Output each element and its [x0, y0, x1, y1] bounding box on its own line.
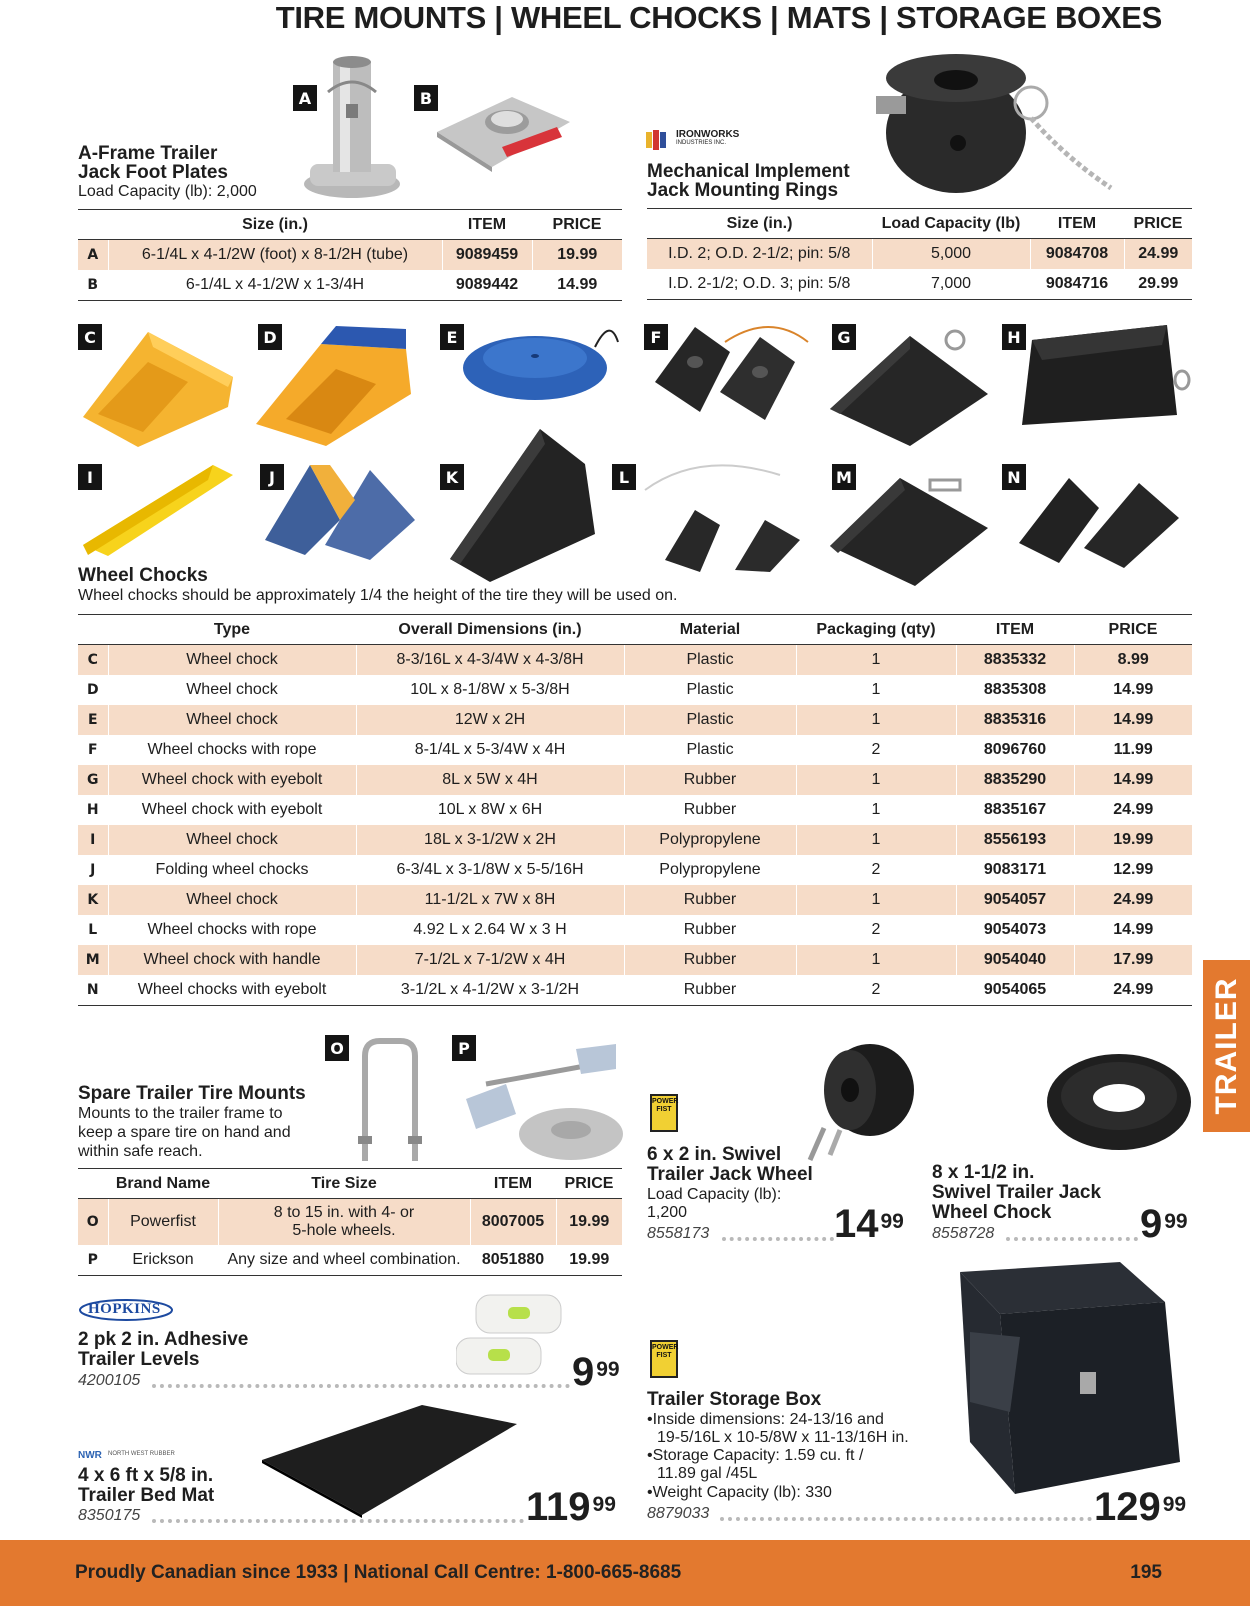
row-item: 9083171 — [956, 855, 1074, 885]
bullet-text: Storage Capacity: 1.59 cu. ft / — [652, 1447, 864, 1464]
price-dollars: 9 — [572, 1350, 595, 1394]
storage-bullet-1-cont: 19-5/16L x 10-5/8W x 11-13/16H in. — [657, 1429, 909, 1446]
row-item: 8007005 — [470, 1199, 556, 1246]
footer-text: Proudly Canadian since 1933 | National Call Centre: 1-800-665-8685 — [75, 1562, 682, 1583]
jack-foot-load-capacity: Load Capacity (lb): 2,000 — [78, 183, 257, 200]
row-material: Plastic — [624, 735, 796, 765]
mat-title-1: 4 x 6 ft x 5/8 in. — [78, 1465, 214, 1486]
header-price: PRICE — [532, 210, 622, 240]
spare-mount-p-image — [466, 1044, 624, 1164]
bullet-text: Inside dimensions: 24-13/16 and — [652, 1411, 884, 1428]
nwr-brand: NWR — [78, 1450, 102, 1461]
wheel-chock-f-image — [650, 322, 810, 422]
image-letter-i: I — [78, 464, 102, 490]
spare-mounts-table — [78, 1168, 622, 1276]
row-price: 14.99 — [1074, 675, 1192, 705]
price-cents: 99 — [592, 1493, 616, 1516]
header-size: Size (in.) — [108, 210, 442, 240]
jack-foot-title-1: A-Frame Trailer — [78, 143, 218, 164]
price-dollars: 9 — [1140, 1202, 1163, 1246]
header-letter — [78, 210, 108, 240]
row-dims: 3-1/2L x 4-1/2W x 3-1/2H — [356, 975, 624, 1006]
row-item: 9089459 — [442, 240, 532, 271]
page-footer — [0, 1540, 1250, 1606]
row-qty: 1 — [796, 765, 956, 795]
storage-sku: 8879033 — [647, 1505, 710, 1522]
row-item: 8835332 — [956, 645, 1074, 676]
spare-mount-o-image — [350, 1036, 430, 1166]
row-letter: L — [88, 922, 98, 938]
row-type: Wheel chock — [108, 675, 356, 705]
row-item: 8835167 — [956, 795, 1074, 825]
row-price: 24.99 — [1074, 975, 1192, 1006]
image-letter-e: E — [440, 324, 464, 350]
rings-title-1: Mechanical Implement — [647, 161, 850, 182]
row-dims: 10L x 8-1/8W x 5-3/8H — [356, 675, 624, 705]
table-row — [78, 885, 1192, 915]
row-qty: 2 — [796, 855, 956, 885]
row-dims: 8L x 5W x 4H — [356, 765, 624, 795]
row-dims: 4.92 L x 2.64 W x 3 H — [356, 915, 624, 945]
row-dims: 6-3/4L x 3-1/8W x 5-5/16H — [356, 855, 624, 885]
row-letter: H — [86, 802, 99, 818]
row-item: 8835308 — [956, 675, 1074, 705]
header-size: Size (in.) — [647, 209, 872, 239]
spare-desc-2: keep a spare tire on hand and — [78, 1124, 291, 1141]
row-price: 19.99 — [556, 1199, 622, 1246]
table-row — [78, 645, 1192, 676]
row-item: 8556193 — [956, 825, 1074, 855]
storage-title: Trailer Storage Box — [647, 1389, 822, 1410]
row-letter: M — [78, 945, 108, 975]
row-qty: 2 — [796, 735, 956, 765]
wheel-chock-c-image — [78, 322, 238, 452]
row-qty: 1 — [796, 645, 956, 676]
row-letter: F — [87, 742, 98, 758]
mat-title-2: Trailer Bed Mat — [78, 1485, 215, 1506]
row-qty: 1 — [796, 945, 956, 975]
table-row — [78, 915, 1192, 945]
jack-mounting-ring-image — [876, 48, 1138, 200]
row-size: 6-1/4L x 4-1/2W x 1-3/4H — [108, 270, 442, 301]
row-qty: 1 — [796, 825, 956, 855]
table-row — [78, 705, 1192, 735]
row-item: 8096760 — [956, 735, 1074, 765]
row-letter: J — [90, 862, 96, 878]
row-load: 5,000 — [872, 239, 1030, 270]
row-price: 19.99 — [1074, 825, 1192, 855]
row-type: Wheel chock — [108, 825, 356, 855]
row-material: Polypropylene — [624, 825, 796, 855]
dotted-leader — [152, 1384, 570, 1388]
hopkins-logo — [78, 1298, 178, 1322]
row-dims: 8-3/16L x 4-3/4W x 4-3/8H — [356, 645, 624, 676]
row-qty: 2 — [796, 975, 956, 1006]
hopkins-brand: HOPKINS — [88, 1301, 161, 1317]
levels-price — [572, 1352, 620, 1392]
trailer-levels-image — [456, 1290, 566, 1380]
row-type: Wheel chocks with rope — [108, 915, 356, 945]
row-dims: 7-1/2L x 7-1/2W x 4H — [356, 945, 624, 975]
price-cents: 99 — [596, 1358, 620, 1381]
price-cents: 99 — [1162, 1493, 1187, 1516]
header-letter — [78, 1169, 108, 1199]
row-price: 14.99 — [1074, 915, 1192, 945]
table-row — [647, 269, 1192, 300]
image-letter-k: K — [440, 464, 464, 490]
powerfist-logo — [650, 1340, 678, 1378]
header-item: ITEM — [1030, 209, 1124, 239]
jack-foot-plate-b-image — [432, 92, 572, 172]
powerfist-logo-text: POWER FIST — [652, 1344, 679, 1359]
row-dims: 12W x 2H — [356, 705, 624, 735]
row-qty: 1 — [796, 885, 956, 915]
row-item: 8835316 — [956, 705, 1074, 735]
header-letter — [78, 615, 108, 645]
jack-wheel-price — [834, 1204, 904, 1244]
nwr-brand-sub: NORTH WEST RUBBER — [108, 1451, 175, 1457]
row-price: 19.99 — [532, 240, 622, 271]
page-number: 195 — [1130, 1562, 1162, 1583]
jack-chock-sku: 8558728 — [932, 1225, 995, 1242]
image-letter-n: N — [1002, 464, 1026, 490]
row-type: Wheel chock — [108, 885, 356, 915]
row-price: 12.99 — [1074, 855, 1192, 885]
header-tire-size: Tire Size — [218, 1169, 470, 1199]
row-material: Plastic — [624, 705, 796, 735]
table-row — [78, 855, 1192, 885]
jack-wheel-title-1: 6 x 2 in. Swivel — [647, 1144, 782, 1165]
wheel-chock-j-image — [260, 460, 420, 560]
header-type: Type — [108, 615, 356, 645]
jack-wheel-load-2: 1,200 — [647, 1204, 688, 1221]
side-tab-label: TRAILER — [1209, 977, 1243, 1115]
header-material: Material — [624, 615, 796, 645]
header-brand: Brand Name — [108, 1169, 218, 1199]
row-material: Rubber — [624, 945, 796, 975]
row-letter: E — [78, 705, 108, 735]
row-material: Rubber — [624, 975, 796, 1006]
row-load: 7,000 — [872, 269, 1030, 300]
trailer-side-tab — [1203, 960, 1250, 1132]
header-load: Load Capacity (lb) — [872, 209, 1030, 239]
row-price: 8.99 — [1074, 645, 1192, 676]
header-price: PRICE — [1124, 209, 1192, 239]
row-item: 9054057 — [956, 885, 1074, 915]
table-row — [78, 975, 1192, 1006]
page-title: TIRE MOUNTS | WHEEL CHOCKS | MATS | STORAGE BOXES — [275, 0, 1162, 35]
row-dims: 18L x 3-1/2W x 2H — [356, 825, 624, 855]
rings-table — [647, 208, 1192, 300]
wheel-chock-l-image — [640, 460, 810, 574]
row-price: 24.99 — [1074, 795, 1192, 825]
row-letter: N — [78, 975, 108, 1006]
row-tire-size — [218, 1199, 470, 1246]
price-dollars: 119 — [526, 1485, 591, 1529]
row-dims: 8-1/4L x 5-3/4W x 4H — [356, 735, 624, 765]
row-qty: 2 — [796, 915, 956, 945]
table-row — [78, 735, 1192, 765]
trailer-bed-mat-image — [262, 1400, 518, 1518]
nwr-logo — [78, 1450, 198, 1462]
jack-wheel-load-1: Load Capacity (lb): — [647, 1186, 782, 1203]
jack-wheel-chock-image — [1044, 1046, 1194, 1154]
row-qty: 1 — [796, 705, 956, 735]
table-row — [78, 825, 1192, 855]
row-type: Wheel chock with eyebolt — [108, 765, 356, 795]
row-type: Wheel chock with handle — [108, 945, 356, 975]
wheel-chock-n-image — [1014, 468, 1194, 568]
spare-desc-1: Mounts to the trailer frame to — [78, 1105, 283, 1122]
row-price: 29.99 — [1124, 269, 1192, 300]
row-material: Rubber — [624, 885, 796, 915]
row-price: 14.99 — [1074, 765, 1192, 795]
storage-bullet-2: •Storage Capacity: 1.59 cu. ft / — [647, 1447, 864, 1464]
table-row — [78, 945, 1192, 975]
wheel-chock-h-image — [1012, 320, 1192, 430]
row-letter: P — [78, 1245, 108, 1276]
row-item: 9084716 — [1030, 269, 1124, 300]
row-size: I.D. 2-1/2; O.D. 3; pin: 5/8 — [647, 269, 872, 300]
wheel-chocks-table — [78, 614, 1192, 1006]
image-letter-o: O — [325, 1035, 349, 1061]
jack-chock-title-2: Swivel Trailer Jack — [932, 1182, 1102, 1203]
image-letter-d: D — [258, 324, 282, 350]
jack-foot-plate-a-image — [300, 52, 406, 202]
row-item: 8835290 — [956, 765, 1074, 795]
jack-wheel-title-2: Trailer Jack Wheel — [647, 1164, 813, 1185]
powerfist-logo — [650, 1094, 678, 1132]
wheel-chocks-title: Wheel Chocks — [78, 565, 208, 586]
table-row — [78, 795, 1192, 825]
wheel-chock-i-image — [78, 460, 238, 556]
row-tire-size: Any size and wheel combination. — [218, 1245, 470, 1276]
row-material: Rubber — [624, 795, 796, 825]
image-letter-p: P — [452, 1035, 476, 1061]
row-item: 9054040 — [956, 945, 1074, 975]
row-item: 8051880 — [470, 1245, 556, 1276]
storage-bullet-2-cont: 11.89 gal /45L — [657, 1465, 758, 1482]
levels-title-2: Trailer Levels — [78, 1349, 200, 1370]
storage-bullet-1: •Inside dimensions: 24-13/16 and — [647, 1411, 884, 1428]
jack-wheel-sku: 8558173 — [647, 1225, 710, 1242]
image-letter-f: F — [644, 324, 668, 350]
row-price: 14.99 — [1074, 705, 1192, 735]
row-dims: 11-1/2L x 7W x 8H — [356, 885, 624, 915]
wheel-chock-k-image — [450, 424, 600, 584]
row-brand: Powerfist — [108, 1199, 218, 1246]
row-letter: A — [78, 240, 108, 271]
row-type: Folding wheel chocks — [108, 855, 356, 885]
levels-sku: 4200105 — [78, 1372, 141, 1389]
price-cents: 99 — [1164, 1210, 1188, 1233]
image-letter-b: B — [414, 85, 438, 111]
row-price: 24.99 — [1074, 885, 1192, 915]
row-letter: O — [78, 1199, 108, 1246]
row-qty: 1 — [796, 675, 956, 705]
rings-title-2: Jack Mounting Rings — [647, 180, 839, 201]
row-tire-size-line-2: 5-hole wheels. — [292, 1222, 396, 1239]
dotted-leader — [152, 1519, 524, 1523]
row-item: 9054065 — [956, 975, 1074, 1006]
table-row — [78, 240, 622, 271]
row-brand: Erickson — [108, 1245, 218, 1276]
ironworks-logo — [646, 129, 756, 151]
jack-foot-title-2: Jack Foot Plates — [78, 162, 228, 183]
dotted-leader — [720, 1517, 1092, 1521]
row-letter: D — [86, 682, 99, 698]
mat-sku: 8350175 — [78, 1507, 141, 1524]
dotted-leader — [1006, 1237, 1138, 1241]
row-item: 9089442 — [442, 270, 532, 301]
table-row — [78, 675, 1192, 705]
ironworks-brand: IRONWORKS — [676, 129, 740, 140]
spare-title: Spare Trailer Tire Mounts — [78, 1083, 306, 1104]
header-price: PRICE — [1074, 615, 1192, 645]
row-qty: 1 — [796, 795, 956, 825]
table-row — [78, 1199, 622, 1246]
wheel-chocks-subtitle: Wheel chocks should be approximately 1/4 the height of the tire they will be used on. — [78, 587, 678, 604]
row-dims: 10L x 8W x 6H — [356, 795, 624, 825]
price-dollars: 129 — [1094, 1485, 1161, 1529]
header-item: ITEM — [956, 615, 1074, 645]
header-dimensions: Overall Dimensions (in.) — [356, 615, 624, 645]
table-row — [647, 239, 1192, 270]
row-item: 9084708 — [1030, 239, 1124, 270]
row-letter: G — [78, 765, 108, 795]
header-item: ITEM — [442, 210, 532, 240]
mat-price — [526, 1487, 616, 1527]
image-letter-g: G — [832, 324, 856, 350]
image-letter-a: A — [293, 85, 317, 111]
header-price: PRICE — [556, 1169, 622, 1199]
row-price: 11.99 — [1074, 735, 1192, 765]
storage-price — [1094, 1487, 1186, 1527]
storage-bullet-3: •Weight Capacity (lb): 330 — [647, 1484, 832, 1501]
image-letter-m: M — [832, 464, 856, 490]
image-letter-h: H — [1002, 324, 1026, 350]
row-type: Wheel chock with eyebolt — [108, 795, 356, 825]
table-row — [78, 270, 622, 301]
jack-chock-price — [1140, 1204, 1188, 1244]
row-type: Wheel chock — [108, 705, 356, 735]
powerfist-logo-text: POWER FIST — [652, 1098, 679, 1113]
row-tire-size-line-1: 8 to 15 in. with 4- or — [273, 1204, 415, 1221]
price-cents: 99 — [880, 1210, 904, 1233]
wheel-chock-e-image — [460, 322, 620, 408]
row-size: 6-1/4L x 4-1/2W (foot) x 8-1/2H (tube) — [108, 240, 442, 271]
row-letter: I — [78, 825, 108, 855]
storage-box-image — [950, 1262, 1190, 1498]
row-letter: C — [78, 645, 108, 676]
row-price: 17.99 — [1074, 945, 1192, 975]
row-material: Plastic — [624, 645, 796, 676]
row-letter: B — [78, 270, 108, 301]
row-size: I.D. 2; O.D. 2-1/2; pin: 5/8 — [647, 239, 872, 270]
row-material: Rubber — [624, 765, 796, 795]
ironworks-brand-sub: INDUSTRIES INC. — [676, 140, 727, 146]
jack-wheel-image — [800, 1040, 918, 1164]
dotted-leader — [722, 1237, 834, 1241]
table-row — [78, 765, 1192, 795]
row-material: Polypropylene — [624, 855, 796, 885]
price-dollars: 14 — [834, 1202, 879, 1246]
header-item: ITEM — [470, 1169, 556, 1199]
spare-desc-3: within safe reach. — [78, 1143, 203, 1160]
row-letter: K — [78, 885, 108, 915]
row-price: 24.99 — [1124, 239, 1192, 270]
row-material: Plastic — [624, 675, 796, 705]
table-row — [78, 1245, 622, 1276]
row-type: Wheel chocks with rope — [108, 735, 356, 765]
header-packaging: Packaging (qty) — [796, 615, 956, 645]
row-item: 9054073 — [956, 915, 1074, 945]
jack-chock-title-3: Wheel Chock — [932, 1202, 1052, 1223]
image-letter-c: C — [78, 324, 102, 350]
row-price: 19.99 — [556, 1245, 622, 1276]
row-price: 14.99 — [532, 270, 622, 301]
image-letter-j: J — [260, 464, 284, 490]
levels-title-1: 2 pk 2 in. Adhesive — [78, 1329, 249, 1350]
jack-chock-title-1: 8 x 1-1/2 in. — [932, 1162, 1035, 1183]
jack-foot-table — [78, 209, 622, 301]
bullet-text: Weight Capacity (lb): 330 — [652, 1484, 832, 1501]
row-type: Wheel chocks with eyebolt — [108, 975, 356, 1006]
row-material: Rubber — [624, 915, 796, 945]
row-type: Wheel chock — [108, 645, 356, 676]
image-letter-l: L — [612, 464, 636, 490]
